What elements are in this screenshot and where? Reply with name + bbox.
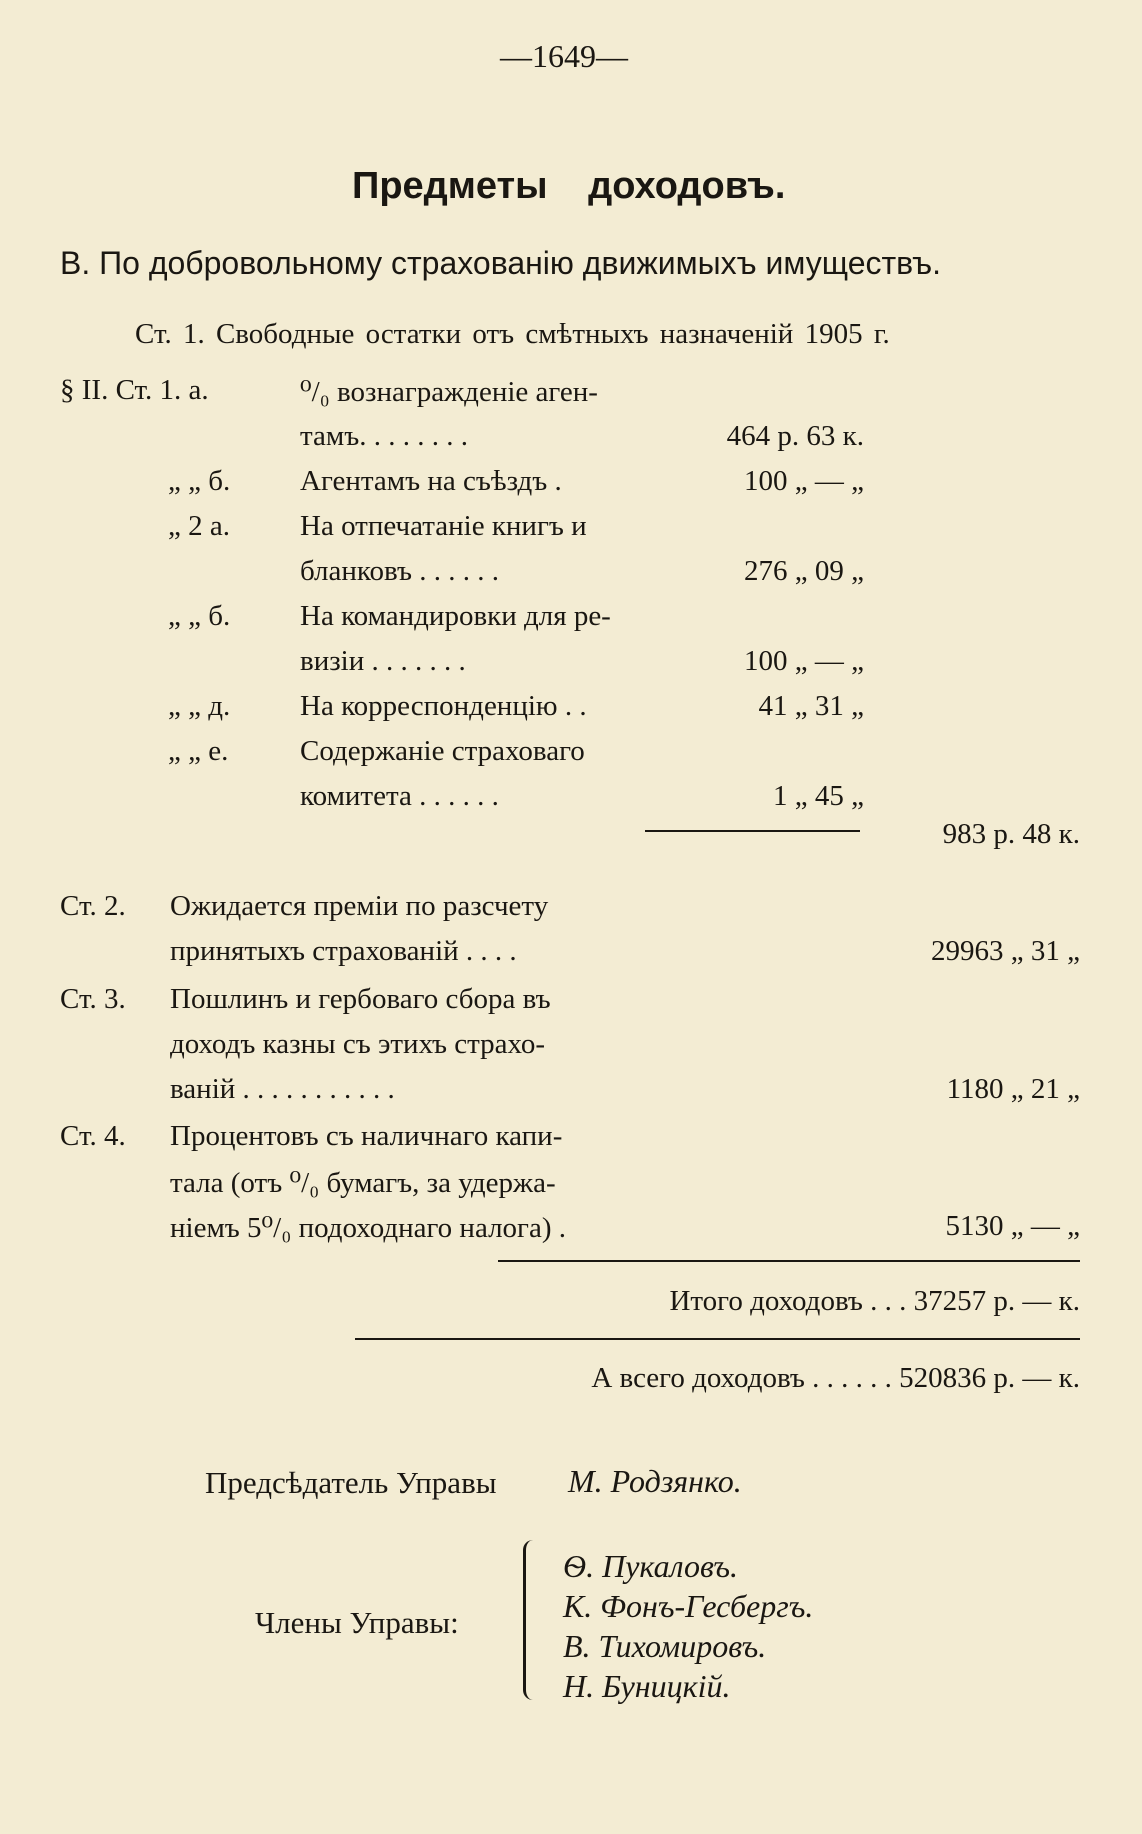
total-income: Итого доходовъ . . . 37257 р. — к. xyxy=(669,1285,1080,1317)
subitem-c-amount: 276 „ 09 „ xyxy=(744,555,864,587)
article-2-label: Ст. 2. xyxy=(60,890,126,922)
article-4-text: тала (отъ ⁰/₀ бумагъ, за удержа- xyxy=(170,1167,556,1199)
member-name: Ѳ. Пукаловъ. xyxy=(563,1548,739,1584)
article-2-text: принятыхъ страхованій . . . . xyxy=(170,935,517,967)
subitem-e-amount: 41 „ 31 „ xyxy=(758,690,864,722)
grand-total-rule xyxy=(355,1338,1080,1340)
subitem-a-amount: 464 р. 63 к. xyxy=(726,420,864,452)
subitem-a-label: § II. Ст. 1. а. xyxy=(60,374,209,406)
subtotal-rule xyxy=(645,830,860,832)
article-4-text: Процентовъ съ наличнаго капи- xyxy=(170,1120,563,1152)
article-4-amount: 5130 „ — „ xyxy=(945,1210,1080,1242)
subitem-c-text: На отпечатаніе книгъ и xyxy=(300,510,587,542)
article-2-text: Ожидается преміи по разсчету xyxy=(170,890,549,922)
subitem-f-marks: „ „ е. xyxy=(168,735,229,767)
article-3-text: доходъ казны съ этихъ страхо- xyxy=(170,1028,546,1060)
article-1-line: Ст. 1. Свободные остатки отъ смѣтныхъ назначеній 1905 г. xyxy=(135,318,890,350)
subitem-d-marks: „ „ б. xyxy=(168,600,231,632)
subitem-e-text: На корреспонденцію . . xyxy=(300,690,587,722)
member-name: К. Фонъ-Гесбергъ. xyxy=(563,1588,814,1624)
article-4-label: Ст. 4. xyxy=(60,1120,126,1152)
subitem-b1-text: Агентамъ на съѣздъ . xyxy=(300,465,562,497)
chairman-label: Предсѣдатель Управы xyxy=(205,1465,497,1500)
subitem-c-marks: „ 2 а. xyxy=(168,510,230,542)
total-rule xyxy=(498,1260,1080,1262)
subitem-d-text: На командировки для ре- xyxy=(300,600,611,632)
subitem-f-text: Содержаніе страховаго xyxy=(300,735,585,767)
subitem-c-text: бланковъ . . . . . . xyxy=(300,555,499,587)
member-name: В. Тихомировъ. xyxy=(563,1628,767,1664)
article-3-text: Пошлинъ и гербоваго сбора въ xyxy=(170,983,551,1015)
members-label: Члены Управы: xyxy=(255,1605,459,1640)
subitem-a-text: ⁰/₀ вознагражденіе аген- xyxy=(300,376,598,408)
subitem-e-marks: „ „ д. xyxy=(168,690,231,722)
article-3-amount: 1180 „ 21 „ xyxy=(946,1073,1080,1105)
article-2-amount: 29963 „ 31 „ xyxy=(931,935,1080,967)
member-name: Н. Буницкій. xyxy=(563,1668,731,1704)
grand-total: А всего доходовъ . . . . . . 520836 р. — к. xyxy=(591,1362,1080,1394)
article-3-label: Ст. 3. xyxy=(60,983,126,1015)
members-bracket xyxy=(523,1540,540,1700)
article-3-text: ваній . . . . . . . . . . . xyxy=(170,1073,395,1105)
section-heading: В. По добровольному страхованію движимыхъ имуществъ. xyxy=(60,245,941,281)
subitem-b1-marks: „ „ б. xyxy=(168,465,231,497)
chairman-name: М. Родзянко. xyxy=(568,1463,742,1499)
subitem-f-amount: 1 „ 45 „ xyxy=(773,780,864,812)
subitem-d-amount: 100 „ — „ xyxy=(744,645,864,677)
subtotal-amount: 983 р. 48 к. xyxy=(942,818,1080,850)
page-title: Предметы доходовъ. xyxy=(352,165,786,207)
article-4-text: ніемъ 5⁰/₀ подоходнаго налога) . xyxy=(170,1212,566,1244)
subitem-f-text: комитета . . . . . . xyxy=(300,780,499,812)
page-number: —1649— xyxy=(500,38,628,74)
subitem-d-text: визіи . . . . . . . xyxy=(300,645,466,677)
subitem-a-text: тамъ. . . . . . . . xyxy=(300,420,468,452)
subitem-b1-amount: 100 „ — „ xyxy=(744,465,864,497)
